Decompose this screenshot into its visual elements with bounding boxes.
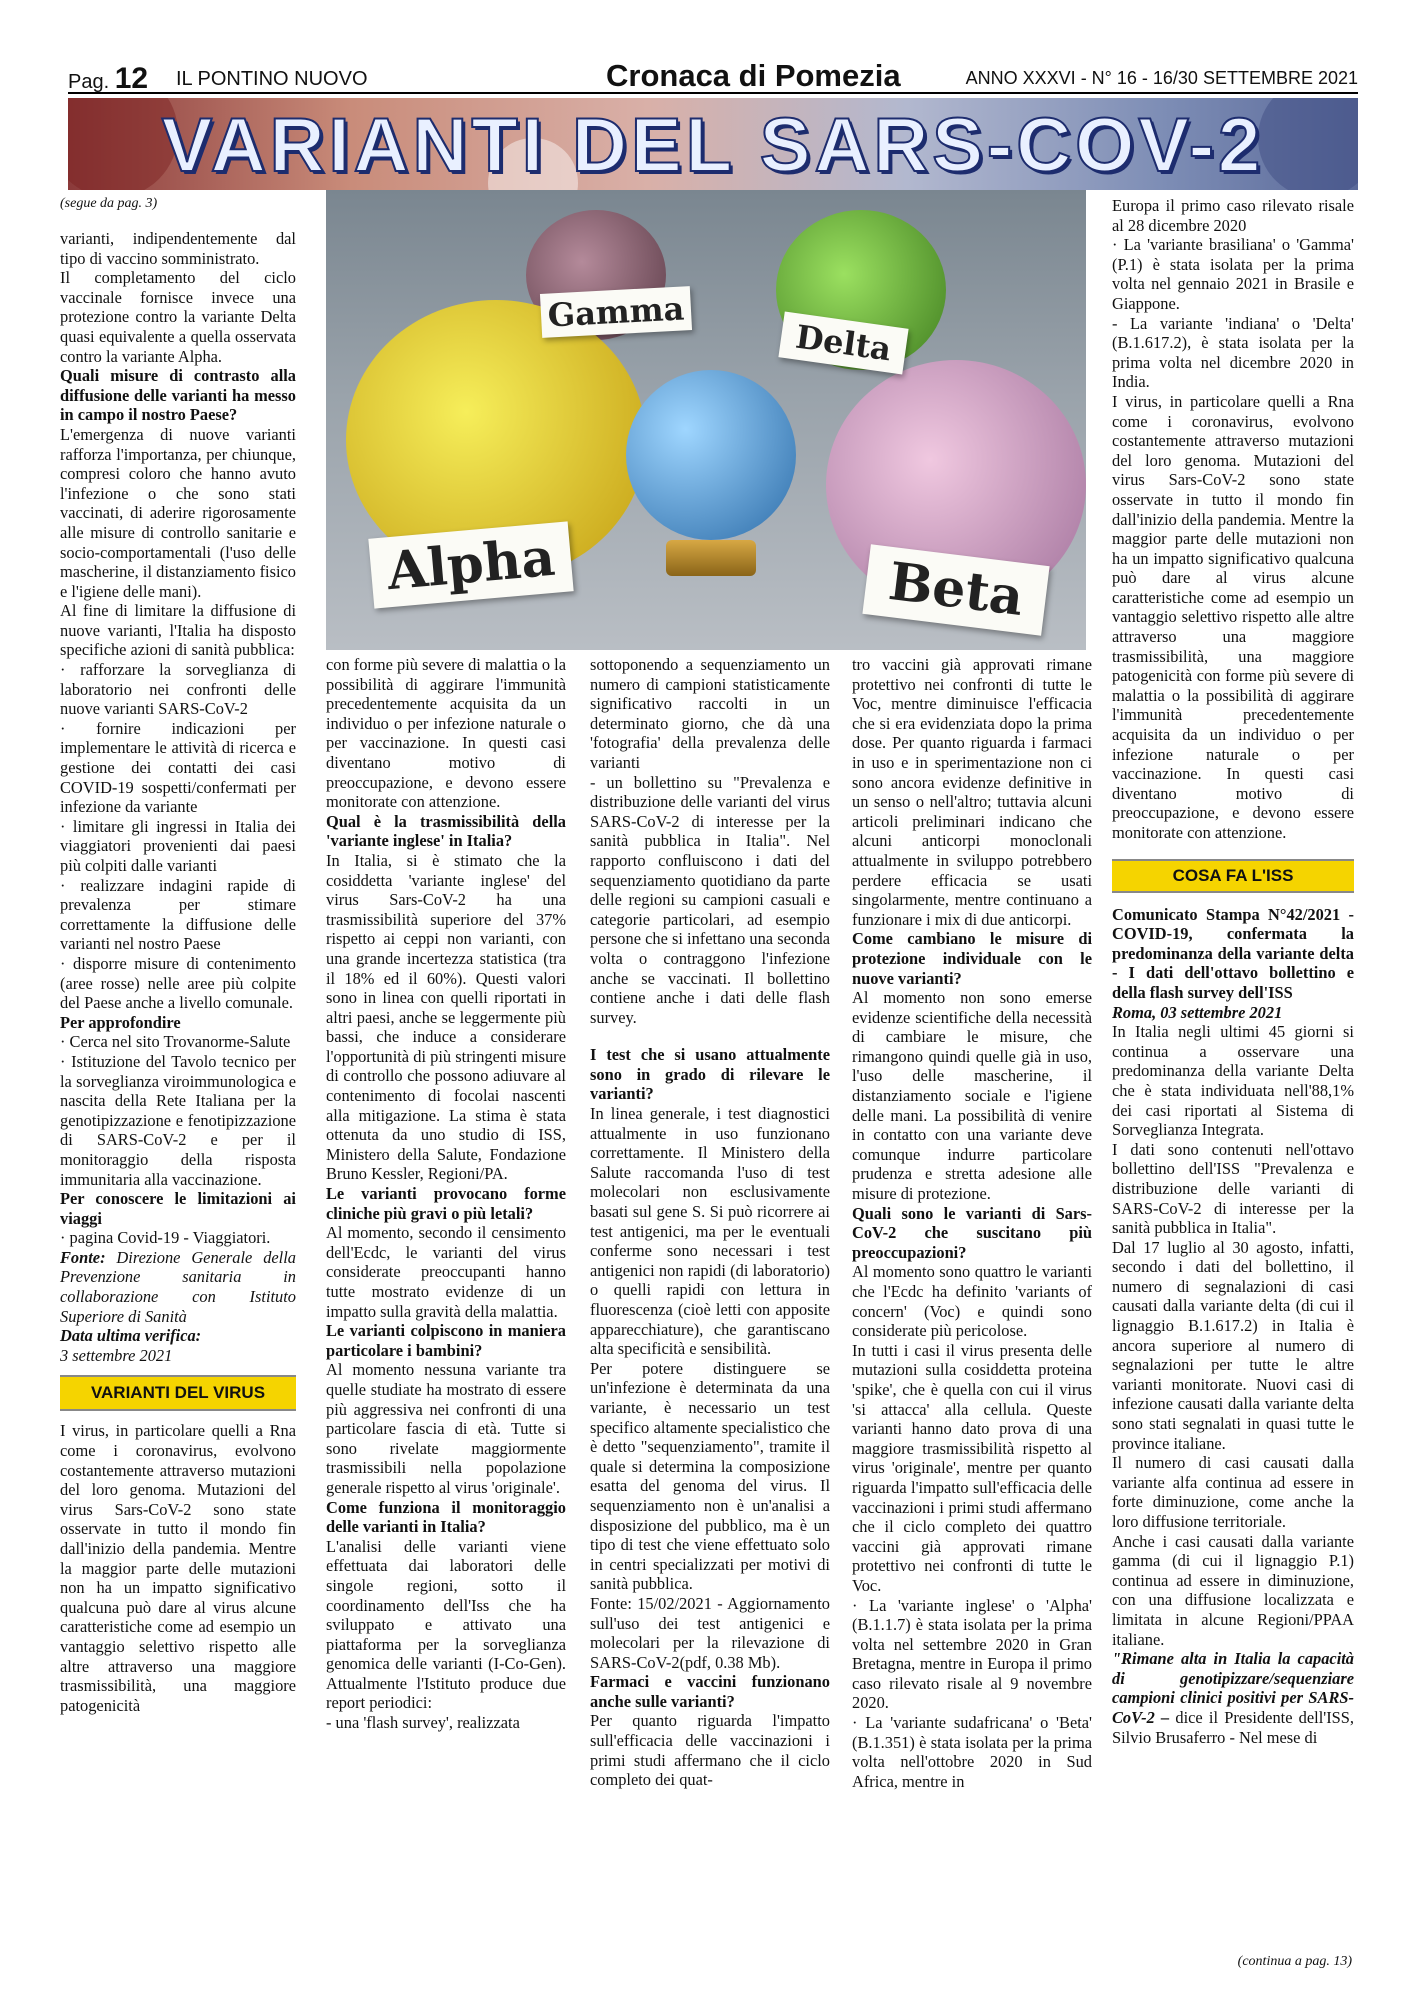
paragraph: Per quanto riguarda l'impatto sull'efficacia delle vaccinazioni i primi studi affermano che il ciclo completo dei quat- — [590, 1711, 830, 1790]
paragraph: · La 'variante sudafricana' o 'Beta' (B.1.351) è stata isolata per la prima volta nell'ottobre 2020 in Sud Africa, mentre in — [852, 1713, 1092, 1791]
paragraph: Anche i casi causati dalla variante gamma (di cui il lignaggio P.1) continua ad essere in diminuzione, con una diffusione localizzata e limitata in alcune Regioni/PPAA italiane. — [1112, 1531, 1354, 1649]
globe-stand — [666, 540, 756, 576]
paragraph: Per potere distinguere se un'infezione è determinata da una variante, è necessario un test specifico altamente specialistico che è detto "sequenziamento", tramite il quale si determina la composizione esatta del genoma del virus. Il sequenziamento non è un'analisi a disposizione del pubblico, ma è un tipo di test che viene effettuato solo in centri specializzati per motivi di sanità pubblica. — [590, 1358, 830, 1594]
subheading: Come funziona il monitoraggio delle varianti in Italia? — [326, 1497, 566, 1537]
paragraph: L'analisi delle varianti viene effettuata dai laboratori delle singole regioni, sotto il coordinamento dell'Iss che ha sviluppato e attivato una piattaforma per la sorveglianza genomica delle varianti (I-Co-Gen). Attualmente l'Istituto produce due report periodici: — [326, 1536, 566, 1713]
subheading: Per conoscere le limitazioni ai viaggi — [60, 1189, 296, 1228]
banner-title: VARIANTI DEL SARS-COV-2 — [161, 103, 1265, 188]
source-label: Fonte: — [60, 1247, 106, 1267]
continued-from: (segue da pag. 3) — [60, 196, 158, 211]
subheading: Quali sono le varianti di Sars-CoV-2 che suscitano più preoccupazioni? — [852, 1203, 1092, 1262]
subheading: Farmaci e vaccini funzionano anche sulle varianti? — [590, 1672, 830, 1711]
press-release-title: Comunicato Stampa N°42/2021 - COVID-19, confermata la predominanza della variante delta - I dati dell'ottavo bollettino e della flash survey dell'ISS — [1112, 904, 1354, 1002]
delta-label: Delta — [778, 312, 908, 375]
column-2 — [326, 655, 566, 1733]
publication-name: IL PONTINO NUOVO — [176, 68, 368, 90]
cosa-fa-iss-box: COSA FA L'ISS — [1112, 859, 1354, 893]
paragraph: I virus, in particolare quelli a Rna come i coronavirus, evolvono costantemente attraverso mutazioni del loro genoma. Mutazioni del virus Sars-CoV-2 sono state osservate in tutto il mondo fin dall'inizio della pandemia. Mentre la maggior parte delle mutazioni non ha un impatto significativo qualcuna può dare al virus alcune caratteristiche come ad esempio un vantaggio selettivo rispetto alle altre attraverso una maggiore trasmissibilità, una maggiore patogenicità con forme più severe di malattia o la possibilità di aggirare l'immunità precedentemente acquisita da un individuo o per infezione naturale o per vaccinazione. In questi casi diventano motivo di preoccupazione, e devono essere monitorate con attenzione. — [1112, 391, 1354, 842]
bullet-item: · fornire indicazioni per implementare le attività di ricerca e gestione dei contatti dei casi COVID-19 sospetti/confermati per infezione da variante — [60, 718, 296, 817]
bullet-item: · rafforzare la sorveglianza di laboratorio nei confronti delle nuove varianti SARS-CoV-2 — [60, 660, 296, 719]
subheading: Per approfondire — [60, 1012, 181, 1032]
bullet-item: · pagina Covid-19 - Viaggiatori. — [60, 1228, 271, 1248]
paragraph: Fonte: 15/02/2021 - Aggiornamento sull'uso dei test antigenici e molecolari per la rilevazione di SARS-CoV-2(pdf, 0.38 Mb). — [590, 1593, 830, 1672]
source-note — [60, 1248, 296, 1326]
page-number-block — [68, 62, 148, 96]
subheading: Quali misure di contrasto alla diffusione delle varianti ha messo in campo il nostro Paese? — [60, 366, 296, 425]
paragraph: sottoponendo a sequenziamento un numero di campioni statisticamente significativo raccolti in un determinato giorno, che dà una 'fotografia' della prevalenza delle varianti — [590, 655, 830, 772]
subheading: Qual è la trasmissibilità della 'variante inglese' in Italia? — [326, 811, 566, 851]
subheading: I test che si usano attualmente sono in grado di rilevare le varianti? — [590, 1045, 830, 1104]
quote-attribution: dice il Presidente dell'ISS, Silvio Brusaferro - Nel mese di — [1112, 1707, 1354, 1747]
paragraph: - un bollettino su "Prevalenza e distribuzione delle varianti del virus SARS-CoV-2 di interesse per la sanità pubblica in Italia". Nel rapporto confluiscono i dati del sequenziamento quotidiano da parte delle regioni su campioni casuali e categorie particolari, ad esempio persone che si infettano una seconda volta o contraggono l'infezione anche se vaccinati. Il bollettino contiene anche i dati delle flash survey. — [590, 772, 830, 1027]
beta-label: Beta — [862, 544, 1049, 635]
bullet-item: · disporre misure di contenimento (aree rosse) nelle aree più colpite del Paese anche a livello comunale. — [60, 953, 296, 1013]
subheading: Le varianti provocano forme cliniche più gravi o più letali? — [326, 1184, 566, 1223]
paragraph: Al fine di limitare la diffusione di nuove varianti, l'Italia ha disposto specifiche azioni di sanità pubblica: — [60, 601, 296, 660]
bullet-item: · Istituzione del Tavolo tecnico per la sorveglianza viroimmunologica e nascita della Rete Italiana per la genotipizzazione e fenotipizzazione di SARS-CoV-2 e per il monitoraggio della risposta immunitaria alla vaccinazione. — [60, 1051, 296, 1189]
column-3 — [590, 655, 830, 1790]
subheading: Come cambiano le misure di protezione individuale con le nuove varianti? — [852, 929, 1092, 988]
paragraph: Il numero di casi causati dalla variante alfa continua ad essere in forte diminuzione, come anche la loro diffusione territoriale. — [1112, 1453, 1354, 1531]
paragraph: Il completamento del ciclo vaccinale fornisce invece una protezione contro la variante Delta quasi equivalente a quella osservata contro la variante Alpha. — [60, 268, 296, 366]
column-5 — [1112, 196, 1354, 1747]
globe-image — [626, 370, 796, 540]
continued-to: (continua a pag. 13) — [1237, 1954, 1352, 1969]
paragraph: In Italia, si è stimato che la cosiddetta 'variante inglese' del virus Sars-CoV-2 ha una trasmissibilità superiore del 37% rispetto ai ceppi non varianti, con una grande incertezza statistica (tra il 18% ed il 60%). Questi valori sono in linea con quelli riportati in altri paesi, anche se leggermente più bassi, che induce a considerare l'opportunità di più stringenti misure di controllo che possono adiuvare al contenimento di focolai nascenti alla mitigazione. La stima è stata ottenuta da uno studio di ISS, Ministero della Salute, Fondazione Bruno Kessler, Regioni/PA. — [326, 850, 566, 1184]
paragraph: tro vaccini già approvati rimane protettivo nei confronti di tutte le Voc, mentre diminuisce l'efficacia che si era evidenziata dopo la prima dose. Per quanto riguarda i farmaci in uso e in sperimentazione non ci sono ancora evidenze definitive in un senso o nell'altro; tuttavia alcuni articoli preliminari indicano che alcuni anticorpi monoclonali attualmente in sviluppo potrebbero perdere efficacia se usati singolarmente, mentre continuano a funzionare i mix di due anticorpi. — [852, 655, 1092, 929]
dateline: Roma, 03 settembre 2021 — [1112, 1002, 1283, 1022]
subheading: Le varianti colpiscono in maniera particolare i bambini? — [326, 1321, 566, 1360]
paragraph: I dati sono contenuti nell'ottavo bollettino dell'ISS "Prevalenza e distribuzione delle varianti di SARS-CoV-2 di interesse per la sanità pubblica in Italia". — [1112, 1139, 1354, 1238]
issue-info: ANNO XXXVI - N° 16 - 16/30 SETTEMBRE 2021 — [965, 68, 1358, 88]
bullet-item: · Cerca nel sito Trovanorme-Salute — [60, 1032, 291, 1052]
paragraph: Al momento nessuna variante tra quelle studiate ha mostrato di essere più aggressiva nei confronti di una particolare fascia di età. Tutte si sono rivelate maggiormente trasmissibili nella popolazione generale rispetto al virus 'originale'. — [326, 1360, 566, 1497]
quote-paragraph — [1112, 1649, 1354, 1747]
page-prefix: Pag. — [68, 71, 110, 93]
paragraph: Al momento, secondo il censimento dell'Ecdc, le varianti del virus considerate preoccupanti hanno tutte mostrato evidenze di un impatto sulla gravità della malattia. — [326, 1223, 566, 1321]
paragraph: varianti, indipendentemente dal tipo di vaccino somministrato. — [60, 229, 296, 268]
paragraph: Europa il primo caso rilevato risale al 28 dicembre 2020 — [1112, 196, 1354, 235]
paragraph: Al momento sono quattro le varianti che l'Ecdc ha definito 'variants of concern' (Voc) e quindi sono considerate più pericolose. — [852, 1262, 1092, 1341]
column-4 — [852, 655, 1092, 1791]
variants-photo — [326, 190, 1086, 650]
source-text: Direzione Generale della Prevenzione sanitaria in collaborazione con Istituto Superiore di Sanità — [60, 1247, 296, 1326]
paragraph: · La 'variante inglese' o 'Alpha' (B.1.1.7) è stata isolata per la prima volta nel settembre 2020 in Gran Bretagna, mentre in Europa il primo caso rilevato risale al 9 novembre 2020. — [852, 1595, 1092, 1713]
verification-label: Data ultima verifica: — [60, 1326, 202, 1346]
page-number: 12 — [114, 62, 149, 95]
paragraph: · La 'variante brasiliana' o 'Gamma' (P.1) è stata isolata per la prima volta nel gennaio 2021 in Brasile e Giappone. — [1112, 235, 1354, 313]
page-header — [68, 58, 1358, 94]
verification-date: 3 settembre 2021 — [60, 1345, 173, 1365]
column-1 — [60, 229, 296, 1715]
paragraph: In Italia negli ultimi 45 giorni si continua a osservare una predominanza della variante Delta che è stata individuata nell'88,1% dei casi riportati al Sistema di Sorveglianza Integrata. — [1112, 1022, 1354, 1140]
paragraph: con forme più severe di malattia o la possibilità di aggirare l'immunità precedentemente acquisita da un individuo o per infezione naturale o per vaccinazione. In questi casi diventano motivo di preoccupazione, e devono essere monitorate con attenzione. — [326, 655, 566, 812]
bullet-item: · realizzare indagini rapide di prevalenza per stimare correttamente la diffusione delle varianti nel nostro Paese — [60, 875, 296, 954]
bullet-item: · limitare gli ingressi in Italia dei viaggiatori provenienti dai paesi più colpiti dalle varianti — [60, 816, 296, 875]
paragraph: Dal 17 luglio al 30 agosto, infatti, secondo i dati del bollettino, il numero di segnalazioni di casi causati dalla variante delta (di cui il lignaggio B.1.617.2) in Italia è ancora superiore al numero di segnalazioni per tutte le altre varianti monitorate. Nuovi casi di infezione causati dalla variante delta sono stati segnalati in quasi tutte le province italiane. — [1112, 1237, 1354, 1453]
paragraph: Al momento non sono emerse evidenze scientifiche della necessità di cambiare le misure, che rimangono quindi quelle già in uso, l'uso delle mascherine, il distanziamento sociale e l'igiene delle mani. La possibilità di venire in contatto con una variante deve comunque indurre particolare prudenza e stretta adesione alle misure di protezione. — [852, 988, 1092, 1204]
quote: "Rimane alta in Italia la capacità di genotipizzare/sequenziare campioni clinici positivi per SARS-CoV-2 – — [1112, 1649, 1354, 1727]
paragraph: In tutti i casi il virus presenta delle mutazioni sulla cosiddetta proteina 'spike', che è quella con cui il virus 'si attacca' alla cellula. Queste varianti hanno dato prova di una maggiore trasmissibilità rispetto al virus 'originale', mentre per quanto riguarda l'impatto sull'efficacia delle vaccinazioni i primi studi affermano che il ciclo completo dei quattro vaccini già approvati rimane protettivo nei confronti di tutte le Voc. — [852, 1340, 1092, 1595]
title-banner — [68, 98, 1358, 190]
alpha-label: Alpha — [368, 521, 573, 608]
paragraph: In linea generale, i test diagnostici attualmente in uso funzionano correttamente. Il Ministero della Salute raccomanda l'uso di test molecolari non esclusivamente basati sul gene S. Si può ricorrere ai test antigenici, ma per le eventuali conferme sono necessari i test antigenici non rapidi (di laboratorio) o quelli rapidi con lettura in fluorescenza (cioè letti con apposite apparecchiature), che garantiscano alta specificità e sensibilità. — [590, 1104, 830, 1359]
paragraph: - La variante 'indiana' o 'Delta' (B.1.617.2), è stata isolata per la prima volta nel dicembre 2020 in India. — [1112, 313, 1354, 392]
varianti-del-virus-box: VARIANTI DEL VIRUS — [60, 1375, 296, 1411]
gamma-label: Gamma — [540, 286, 692, 338]
paragraph: L'emergenza di nuove varianti rafforza l'importanza, per chiunque, compresi coloro che hanno avuto l'infezione o che sono stati vaccinati, di aderire rigorosamente alle misure di controllo sanitarie e socio-comportamentali (l'uso delle mascherine, il distanziamento fisico e l'igiene delle mani). — [60, 424, 296, 601]
section-title: Cronaca di Pomezia — [606, 58, 901, 93]
paragraph: I virus, in particolare quelli a Rna come i coronavirus, evolvono costantemente attraverso mutazioni del loro genoma. Mutazioni del virus Sars-CoV-2 sono state osservate in tutto il mondo fin dall'inizio della pandemia. Mentre la maggior parte delle mutazioni non ha un impatto significativo qualcuna può dare al virus alcune caratteristiche come ad esempio un vantaggio selettivo rispetto alle altre attraverso una maggiore trasmissibilità, una maggiore patogenicità — [60, 1421, 296, 1715]
paragraph: - una 'flash survey', realizzata — [326, 1713, 520, 1733]
